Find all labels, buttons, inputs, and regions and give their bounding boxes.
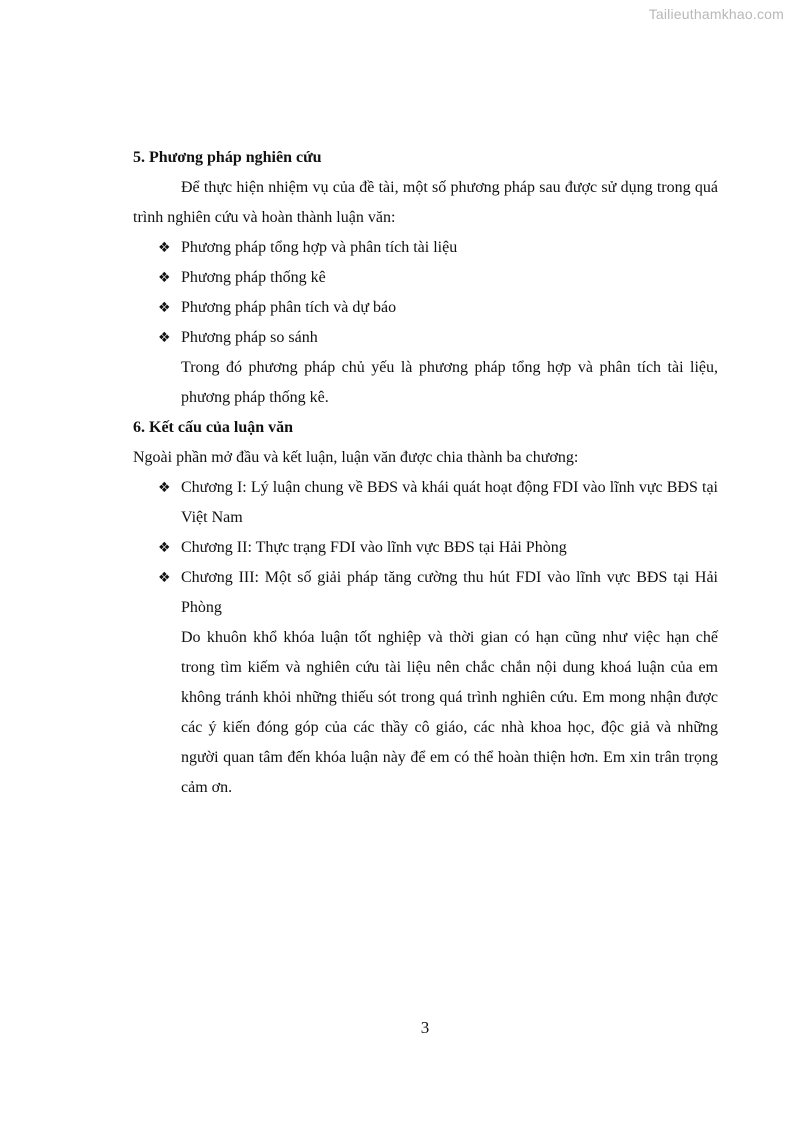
list-item-text: Phương pháp thống kê [181,269,326,286]
section-6-intro: Ngoài phần mở đầu và kết luận, luận văn được chia thành ba chương: [133,449,579,466]
diamond-bullet-icon: ❖ [158,480,171,496]
watermark: Tailieuthamkhao.com [648,6,784,22]
list-item [133,563,718,623]
list-item [133,263,718,293]
list-item [133,323,718,353]
diamond-bullet-icon: ❖ [158,240,171,256]
list-item [133,533,718,563]
list-item-text: Chương III: Một số giải pháp tăng cường thu hút FDI vào lĩnh vực BĐS tại Hải Phòng [181,569,718,616]
section-6-heading: 6. Kết cấu của luận văn [133,419,294,436]
list-item-text: Chương I: Lý luận chung về BĐS và khái quát hoạt động FDI vào lĩnh vực BĐS tại Việt Nam [181,479,718,526]
list-item [133,473,718,533]
list-item-text: Phương pháp phân tích và dự báo [181,299,397,316]
list-item-text: Chương II: Thực trạng FDI vào lĩnh vực BĐS tại Hải Phòng [181,539,567,556]
list-item [133,233,718,263]
list-item-text: Phương pháp so sánh [181,329,318,346]
diamond-bullet-icon: ❖ [158,300,171,316]
page-content [133,143,718,803]
diamond-bullet-icon: ❖ [158,330,171,346]
section-5-heading: 5. Phương pháp nghiên cứu [133,149,322,166]
section-5-closing: Trong đó phương pháp chủ yếu là phương pháp tổng hợp và phân tích tài liệu, phương pháp thống kê. [181,359,718,406]
diamond-bullet-icon: ❖ [158,540,171,556]
diamond-bullet-icon: ❖ [158,570,171,586]
list-item [133,293,718,323]
list-item-text: Phương pháp tổng hợp và phân tích tài liệu [181,239,458,256]
diamond-bullet-icon: ❖ [158,270,171,286]
section-6-closing: Do khuôn khổ khóa luận tốt nghiệp và thời gian có hạn cũng như việc hạn chế trong tìm kiếm và nghiên cứu tài liệu nên chắc chắn nội dung khoá luận của em không tránh khỏi những thiếu sót trong quá trình nghiên cứu. Em mong nhận được các ý kiến đóng góp của các thầy cô giáo, các nhà khoa học, độc giả và những người quan tâm đến khóa luận này để em có thể hoàn thiện hơn. Em xin trân trọng cảm ơn. [181,629,718,796]
section-5-intro: Để thực hiện nhiệm vụ của đề tài, một số phương pháp sau được sử dụng trong quá trình nghiên cứu và hoàn thành luận văn: [133,179,718,226]
page-number: 3 [420,1018,430,1037]
